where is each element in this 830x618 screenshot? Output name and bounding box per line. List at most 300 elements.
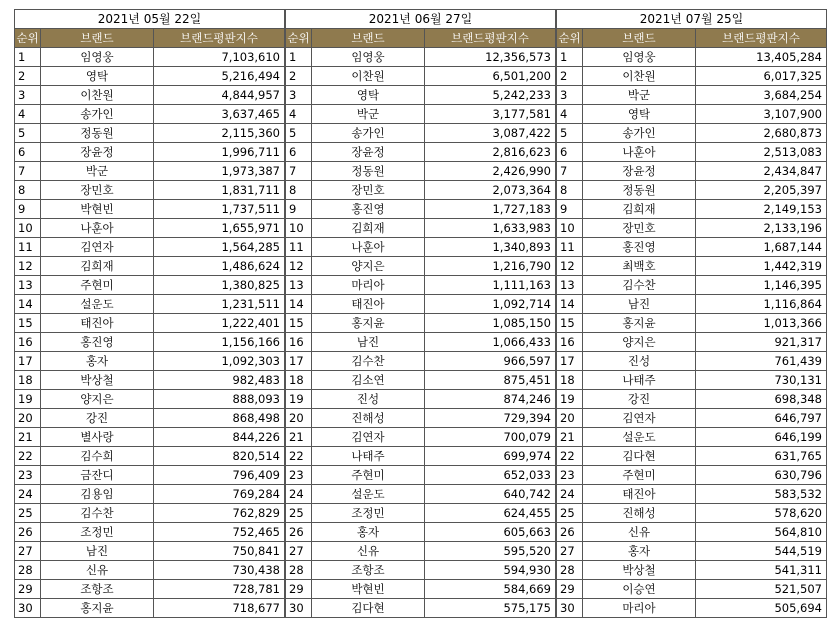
rank-cell: 7: [286, 162, 312, 181]
table-row: [557, 542, 827, 561]
score-cell: 646,797: [696, 409, 827, 428]
table-body: [557, 48, 827, 618]
table-row: [286, 599, 556, 618]
score-cell: 1,655,971: [154, 219, 285, 238]
rank-cell: 4: [286, 105, 312, 124]
brand-cell: 강진: [41, 409, 154, 428]
score-cell: 505,694: [696, 599, 827, 618]
table-row: [286, 276, 556, 295]
brand-cell: 정동원: [312, 162, 425, 181]
table-row: [557, 371, 827, 390]
brand-cell: 이찬원: [583, 67, 696, 86]
table-row: [286, 67, 556, 86]
score-cell: 6,501,200: [425, 67, 556, 86]
brand-cell: 홍지윤: [41, 599, 154, 618]
table-row: [557, 48, 827, 67]
score-cell: 1,092,714: [425, 295, 556, 314]
rank-cell: 6: [15, 143, 41, 162]
rank-header: 순위: [286, 29, 312, 48]
ranking-table: [556, 9, 827, 618]
score-cell: 966,597: [425, 352, 556, 371]
table-row: [557, 143, 827, 162]
table-row: [15, 162, 285, 181]
rank-cell: 28: [15, 561, 41, 580]
table-row: [286, 124, 556, 143]
score-cell: 874,246: [425, 390, 556, 409]
rank-cell: 25: [15, 504, 41, 523]
rank-cell: 29: [286, 580, 312, 599]
rank-cell: 13: [286, 276, 312, 295]
rank-cell: 16: [557, 333, 583, 352]
score-cell: 1,216,790: [425, 257, 556, 276]
score-cell: 769,284: [154, 485, 285, 504]
rank-cell: 29: [15, 580, 41, 599]
rank-cell: 26: [286, 523, 312, 542]
brand-cell: 김연자: [583, 409, 696, 428]
rank-cell: 18: [15, 371, 41, 390]
score-cell: 578,620: [696, 504, 827, 523]
table-row: [557, 314, 827, 333]
table-row: [557, 333, 827, 352]
rank-cell: 26: [15, 523, 41, 542]
table-row: [286, 238, 556, 257]
table-row: [557, 276, 827, 295]
table-row: [557, 428, 827, 447]
score-cell: 3,107,900: [696, 105, 827, 124]
brand-cell: 박군: [312, 105, 425, 124]
score-cell: 7,103,610: [154, 48, 285, 67]
table-date: 2021년 07월 25일: [557, 10, 827, 29]
rank-cell: 10: [557, 219, 583, 238]
brand-cell: 설운도: [41, 295, 154, 314]
brand-cell: 홍자: [583, 542, 696, 561]
table-row: [286, 86, 556, 105]
table-row: [557, 447, 827, 466]
rank-header: 순위: [15, 29, 41, 48]
table-row: [286, 314, 556, 333]
brand-cell: 남진: [41, 542, 154, 561]
brand-cell: 나훈아: [583, 143, 696, 162]
brand-cell: 홍진영: [583, 238, 696, 257]
rank-cell: 11: [15, 238, 41, 257]
table-row: [286, 523, 556, 542]
brand-cell: 진성: [312, 390, 425, 409]
table-row: [286, 333, 556, 352]
table-row: [557, 523, 827, 542]
brand-cell: 장윤정: [41, 143, 154, 162]
table-row: [286, 447, 556, 466]
brand-cell: 장윤정: [312, 143, 425, 162]
rank-cell: 30: [557, 599, 583, 618]
table-row: [557, 219, 827, 238]
table-row: [557, 580, 827, 599]
rank-cell: 9: [557, 200, 583, 219]
brand-cell: 김다현: [583, 447, 696, 466]
score-cell: 3,087,422: [425, 124, 556, 143]
table-row: [15, 124, 285, 143]
table-row: [286, 428, 556, 447]
table-row: [286, 257, 556, 276]
score-cell: 646,199: [696, 428, 827, 447]
score-cell: 652,033: [425, 466, 556, 485]
rank-cell: 20: [286, 409, 312, 428]
rank-cell: 14: [557, 295, 583, 314]
brand-cell: 임영웅: [312, 48, 425, 67]
brand-cell: 나태주: [583, 371, 696, 390]
table-row: [15, 599, 285, 618]
score-cell: 1,066,433: [425, 333, 556, 352]
score-cell: 750,841: [154, 542, 285, 561]
brand-cell: 주현미: [312, 466, 425, 485]
brand-cell: 장민호: [312, 181, 425, 200]
table-row: [15, 504, 285, 523]
score-cell: 605,663: [425, 523, 556, 542]
rank-cell: 28: [286, 561, 312, 580]
rank-cell: 24: [557, 485, 583, 504]
table-row: [15, 352, 285, 371]
brand-cell: 영탁: [583, 105, 696, 124]
brand-cell: 나태주: [312, 447, 425, 466]
table-row: [557, 124, 827, 143]
table-row: [15, 371, 285, 390]
table-row: [557, 105, 827, 124]
rank-cell: 12: [286, 257, 312, 276]
brand-cell: 조정민: [312, 504, 425, 523]
brand-cell: 김연자: [312, 428, 425, 447]
brand-cell: 박현빈: [312, 580, 425, 599]
rank-cell: 9: [15, 200, 41, 219]
brand-cell: 나훈아: [312, 238, 425, 257]
brand-cell: 김수찬: [41, 504, 154, 523]
rank-cell: 16: [15, 333, 41, 352]
score-cell: 752,465: [154, 523, 285, 542]
rank-cell: 12: [557, 257, 583, 276]
score-cell: 875,451: [425, 371, 556, 390]
brand-cell: 홍지윤: [312, 314, 425, 333]
table-row: [15, 143, 285, 162]
table-row: [15, 181, 285, 200]
brand-cell: 별사랑: [41, 428, 154, 447]
brand-cell: 설운도: [583, 428, 696, 447]
score-cell: 1,340,893: [425, 238, 556, 257]
score-cell: 1,156,166: [154, 333, 285, 352]
brand-cell: 주현미: [41, 276, 154, 295]
rank-cell: 23: [557, 466, 583, 485]
rank-cell: 3: [15, 86, 41, 105]
score-cell: 624,455: [425, 504, 556, 523]
table-row: [15, 276, 285, 295]
brand-header: 브랜드: [583, 29, 696, 48]
brand-cell: 남진: [583, 295, 696, 314]
rank-cell: 18: [557, 371, 583, 390]
brand-cell: 김희재: [583, 200, 696, 219]
score-cell: 1,092,303: [154, 352, 285, 371]
score-cell: 5,242,233: [425, 86, 556, 105]
rank-cell: 4: [557, 105, 583, 124]
table-row: [15, 428, 285, 447]
brand-cell: 장민호: [583, 219, 696, 238]
rank-cell: 25: [557, 504, 583, 523]
table-row: [286, 466, 556, 485]
brand-cell: 양지은: [312, 257, 425, 276]
table-row: [286, 561, 556, 580]
brand-header: 브랜드: [41, 29, 154, 48]
score-cell: 1,111,163: [425, 276, 556, 295]
brand-cell: 박상철: [41, 371, 154, 390]
rank-cell: 11: [286, 238, 312, 257]
score-cell: 584,669: [425, 580, 556, 599]
score-cell: 6,017,325: [696, 67, 827, 86]
table-row: [15, 86, 285, 105]
brand-cell: 김희재: [41, 257, 154, 276]
table-row: [557, 67, 827, 86]
rank-cell: 23: [286, 466, 312, 485]
score-cell: 630,796: [696, 466, 827, 485]
score-cell: 640,742: [425, 485, 556, 504]
rank-cell: 14: [15, 295, 41, 314]
brand-cell: 태진아: [41, 314, 154, 333]
table-row: [286, 485, 556, 504]
score-cell: 2,133,196: [696, 219, 827, 238]
score-cell: 2,513,083: [696, 143, 827, 162]
rank-cell: 7: [557, 162, 583, 181]
rank-cell: 21: [15, 428, 41, 447]
table-row: [557, 181, 827, 200]
rank-header: 순위: [557, 29, 583, 48]
rank-cell: 10: [286, 219, 312, 238]
brand-cell: 송가인: [583, 124, 696, 143]
table-row: [15, 67, 285, 86]
score-cell: 868,498: [154, 409, 285, 428]
table-row: [286, 371, 556, 390]
rank-cell: 17: [286, 352, 312, 371]
table-row: [557, 352, 827, 371]
rank-cell: 1: [15, 48, 41, 67]
score-cell: 1,013,366: [696, 314, 827, 333]
table-date: 2021년 06월 27일: [286, 10, 556, 29]
score-cell: 13,405,284: [696, 48, 827, 67]
table-row: [557, 599, 827, 618]
score-cell: 3,637,465: [154, 105, 285, 124]
score-cell: 2,115,360: [154, 124, 285, 143]
rank-cell: 20: [557, 409, 583, 428]
brand-cell: 박현빈: [41, 200, 154, 219]
score-cell: 1,633,983: [425, 219, 556, 238]
score-cell: 2,205,397: [696, 181, 827, 200]
table-row: [557, 409, 827, 428]
table-row: [286, 105, 556, 124]
table-row: [557, 200, 827, 219]
brand-cell: 장민호: [41, 181, 154, 200]
rank-cell: 2: [15, 67, 41, 86]
score-cell: 544,519: [696, 542, 827, 561]
rank-cell: 20: [15, 409, 41, 428]
brand-cell: 김소연: [312, 371, 425, 390]
score-cell: 796,409: [154, 466, 285, 485]
table-row: [557, 162, 827, 181]
score-cell: 1,442,319: [696, 257, 827, 276]
brand-cell: 김수찬: [583, 276, 696, 295]
score-cell: 761,439: [696, 352, 827, 371]
table-row: [286, 390, 556, 409]
brand-cell: 양지은: [41, 390, 154, 409]
table-row: [15, 485, 285, 504]
rank-cell: 16: [286, 333, 312, 352]
rank-cell: 6: [557, 143, 583, 162]
brand-cell: 박군: [583, 86, 696, 105]
rank-cell: 17: [15, 352, 41, 371]
rank-cell: 8: [557, 181, 583, 200]
brand-cell: 김희재: [312, 219, 425, 238]
rank-cell: 18: [286, 371, 312, 390]
table-row: [286, 48, 556, 67]
score-cell: 1,146,395: [696, 276, 827, 295]
brand-cell: 이찬원: [312, 67, 425, 86]
score-cell: 2,149,153: [696, 200, 827, 219]
table-row: [286, 181, 556, 200]
score-cell: 921,317: [696, 333, 827, 352]
brand-cell: 영탁: [312, 86, 425, 105]
rank-cell: 4: [15, 105, 41, 124]
score-cell: 2,434,847: [696, 162, 827, 181]
rank-cell: 29: [557, 580, 583, 599]
rank-cell: 15: [15, 314, 41, 333]
brand-cell: 강진: [583, 390, 696, 409]
brand-cell: 홍자: [312, 523, 425, 542]
score-cell: 1,231,511: [154, 295, 285, 314]
table-row: [557, 561, 827, 580]
table-body: [286, 48, 556, 618]
brand-cell: 신유: [41, 561, 154, 580]
score-cell: 1,085,150: [425, 314, 556, 333]
rank-cell: 21: [557, 428, 583, 447]
score-cell: 2,073,364: [425, 181, 556, 200]
brand-cell: 신유: [312, 542, 425, 561]
score-cell: 1,222,401: [154, 314, 285, 333]
score-cell: 718,677: [154, 599, 285, 618]
table-row: [557, 504, 827, 523]
score-cell: 1,380,825: [154, 276, 285, 295]
rank-cell: 6: [286, 143, 312, 162]
table-row: [286, 143, 556, 162]
rank-cell: 13: [557, 276, 583, 295]
score-cell: 5,216,494: [154, 67, 285, 86]
brand-cell: 홍진영: [312, 200, 425, 219]
table-row: [286, 200, 556, 219]
brand-cell: 조정민: [41, 523, 154, 542]
score-cell: 1,564,285: [154, 238, 285, 257]
table-row: [557, 238, 827, 257]
brand-cell: 홍지윤: [583, 314, 696, 333]
score-cell: 594,930: [425, 561, 556, 580]
brand-cell: 김다현: [312, 599, 425, 618]
brand-cell: 김연자: [41, 238, 154, 257]
score-cell: 729,394: [425, 409, 556, 428]
brand-cell: 영탁: [41, 67, 154, 86]
score-cell: 762,829: [154, 504, 285, 523]
rank-cell: 1: [286, 48, 312, 67]
rank-cell: 28: [557, 561, 583, 580]
rank-cell: 7: [15, 162, 41, 181]
ranking-table-june: [285, 9, 556, 618]
rank-cell: 5: [15, 124, 41, 143]
brand-cell: 송가인: [312, 124, 425, 143]
brand-cell: 신유: [583, 523, 696, 542]
rank-cell: 22: [15, 447, 41, 466]
rank-cell: 30: [286, 599, 312, 618]
brand-cell: 정동원: [41, 124, 154, 143]
table-row: [15, 333, 285, 352]
score-cell: 583,532: [696, 485, 827, 504]
brand-cell: 박상철: [583, 561, 696, 580]
brand-cell: 홍진영: [41, 333, 154, 352]
table-row: [557, 485, 827, 504]
table-row: [286, 295, 556, 314]
table-row: [15, 466, 285, 485]
brand-cell: 김수희: [41, 447, 154, 466]
score-cell: 820,514: [154, 447, 285, 466]
table-row: [557, 295, 827, 314]
ranking-table-may: [14, 9, 285, 618]
table-row: [15, 219, 285, 238]
score-cell: 595,520: [425, 542, 556, 561]
rank-cell: 24: [286, 485, 312, 504]
score-cell: 1,687,144: [696, 238, 827, 257]
table-row: [15, 314, 285, 333]
score-cell: 521,507: [696, 580, 827, 599]
table-row: [15, 542, 285, 561]
brand-cell: 마리아: [312, 276, 425, 295]
brand-cell: 홍자: [41, 352, 154, 371]
table-row: [557, 86, 827, 105]
rank-cell: 3: [557, 86, 583, 105]
rank-cell: 5: [286, 124, 312, 143]
rank-cell: 22: [286, 447, 312, 466]
brand-cell: 조항조: [41, 580, 154, 599]
ranking-table: [285, 9, 556, 618]
brand-cell: 임영웅: [583, 48, 696, 67]
table-body: [15, 48, 285, 618]
table-row: [15, 561, 285, 580]
score-cell: 728,781: [154, 580, 285, 599]
table-row: [15, 238, 285, 257]
brand-cell: 장윤정: [583, 162, 696, 181]
table-row: [286, 504, 556, 523]
score-cell: 2,426,990: [425, 162, 556, 181]
brand-cell: 김용임: [41, 485, 154, 504]
rank-cell: 15: [557, 314, 583, 333]
score-cell: 631,765: [696, 447, 827, 466]
brand-cell: 이찬원: [41, 86, 154, 105]
score-cell: 4,844,957: [154, 86, 285, 105]
rank-cell: 8: [15, 181, 41, 200]
rank-cell: 5: [557, 124, 583, 143]
table-row: [15, 257, 285, 276]
table-row: [557, 466, 827, 485]
rank-cell: 23: [15, 466, 41, 485]
table-row: [15, 295, 285, 314]
table-row: [286, 219, 556, 238]
rank-cell: 11: [557, 238, 583, 257]
score-cell: 730,438: [154, 561, 285, 580]
score-cell: 844,226: [154, 428, 285, 447]
brand-cell: 진성: [583, 352, 696, 371]
score-cell: 564,810: [696, 523, 827, 542]
rank-cell: 12: [15, 257, 41, 276]
score-cell: 698,348: [696, 390, 827, 409]
rank-cell: 8: [286, 181, 312, 200]
score-cell: 888,093: [154, 390, 285, 409]
